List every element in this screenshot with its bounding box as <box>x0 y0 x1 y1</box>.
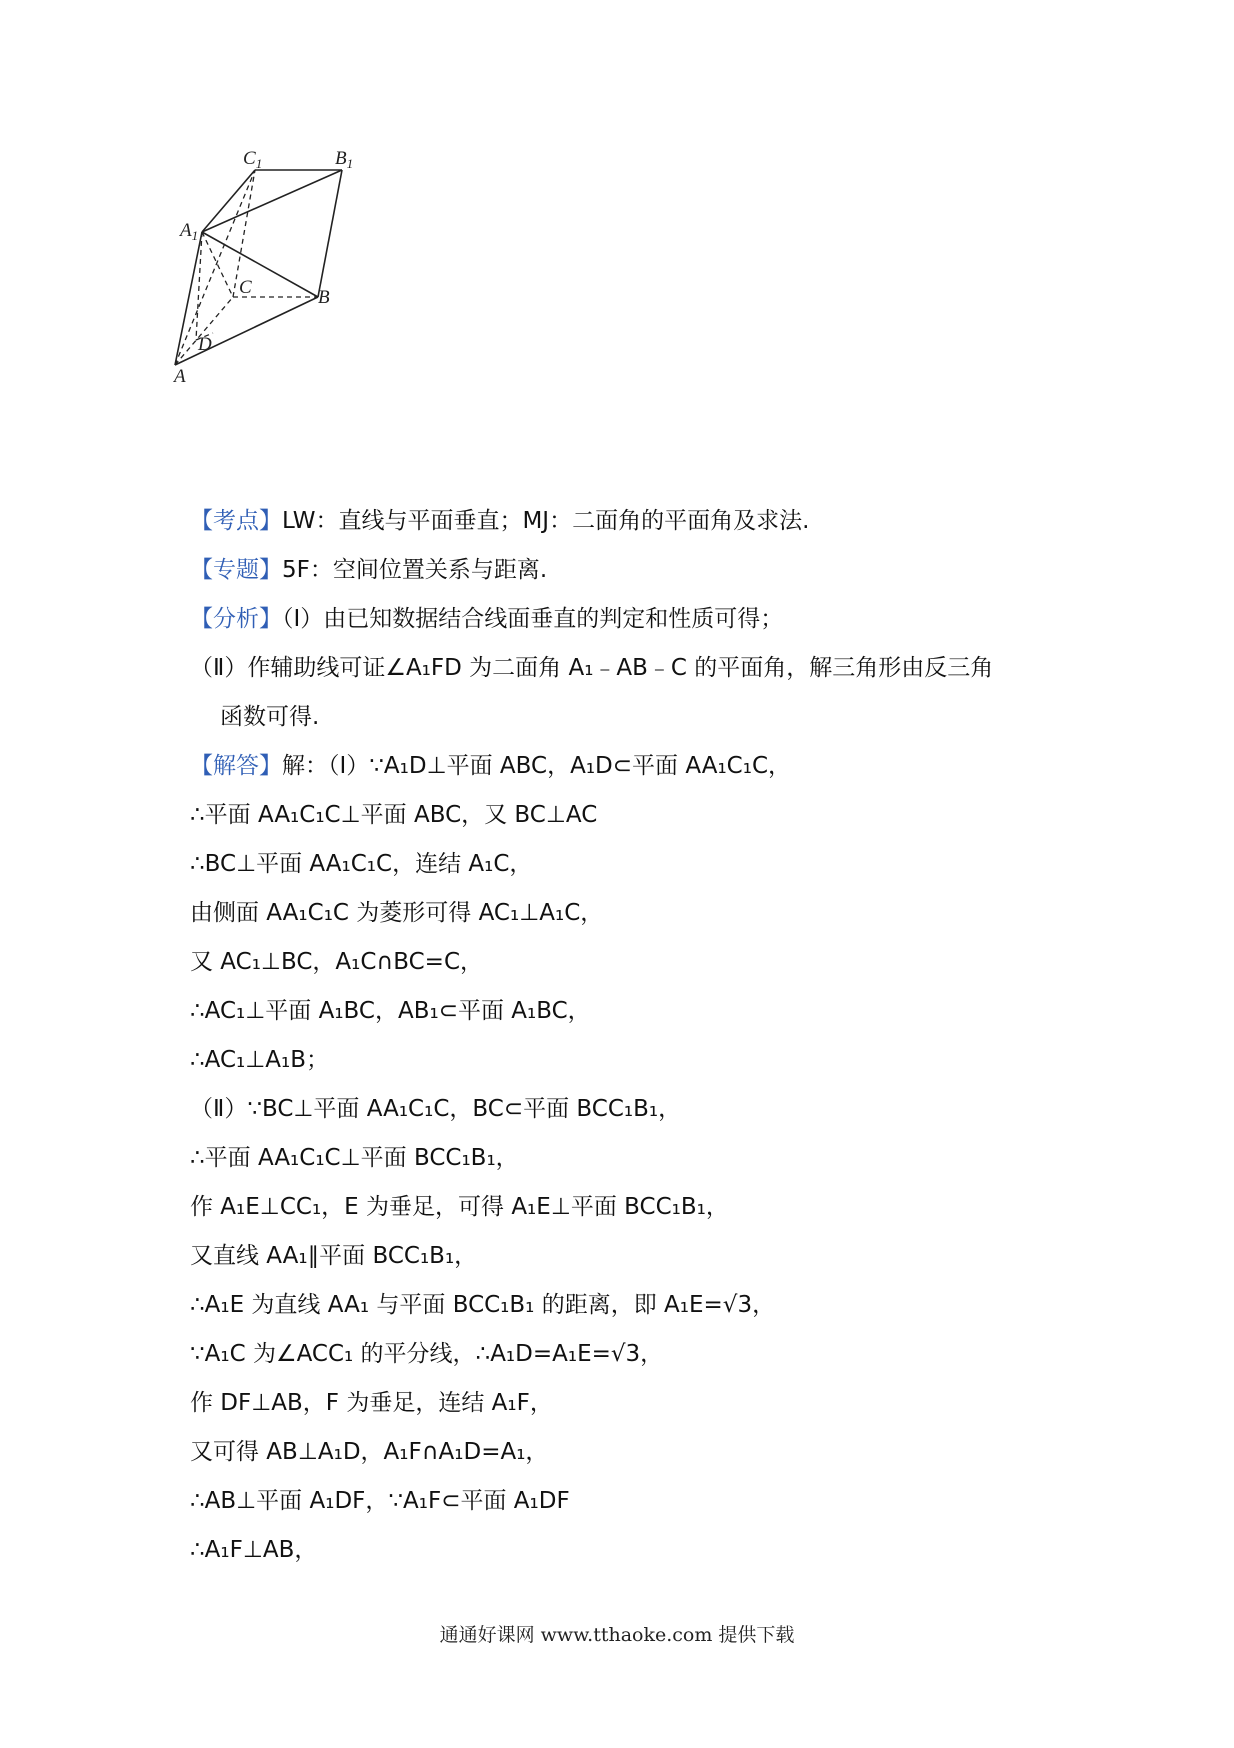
zhuanti-tag: 【专题】 <box>190 557 282 583</box>
fenxi-text-1: （Ⅰ）由已知数据结合线面垂直的判定和性质可得； <box>282 606 784 632</box>
jieda-tag: 【解答】 <box>190 753 282 779</box>
solution-line: 作 A₁E⊥CC₁，E 为垂足，可得 A₁E⊥平面 BCC₁B₁， <box>190 1194 729 1220</box>
solution-line: ∴A₁E 为直线 AA₁ 与平面 BCC₁B₁ 的距离，即 A₁E=√3， <box>190 1292 776 1318</box>
solution-line: 由侧面 AA₁C₁C 为菱形可得 AC₁⊥A₁C， <box>190 900 604 926</box>
kaodian-line <box>190 497 1090 546</box>
fenxi-line <box>190 595 1090 644</box>
fenxi-line-3: 函数可得. <box>220 704 320 730</box>
solution-line: （Ⅱ）∵BC⊥平面 AA₁C₁C，BC⊂平面 BCC₁B₁， <box>190 1096 682 1122</box>
solution-line: 又直线 AA₁∥平面 BCC₁B₁， <box>190 1243 478 1269</box>
label-c1: $C_1$ <box>243 148 263 171</box>
page-footer: 通通好课网 www.tthaoke.com 提供下载 <box>439 1624 795 1646</box>
zhuanti-text: 5F：空间位置关系与距离. <box>282 557 548 583</box>
solution-line: ∴平面 AA₁C₁C⊥平面 BCC₁B₁， <box>190 1145 519 1171</box>
edge-a1-b <box>202 232 318 297</box>
solution-line: ∴AC₁⊥平面 A₁BC，AB₁⊂平面 A₁BC， <box>190 998 591 1024</box>
label-a: A <box>174 366 186 387</box>
solution-line: 又可得 AB⊥A₁D，A₁F∩A₁D=A₁， <box>190 1439 549 1465</box>
solution-content <box>190 497 1090 1575</box>
label-d: D <box>198 334 212 355</box>
edge-b1-b <box>318 170 342 297</box>
prism-figure <box>174 145 420 435</box>
edge-a1-c1 <box>202 170 255 232</box>
solution-line: ∴AC₁⊥A₁B； <box>190 1047 330 1073</box>
edge-a-c1 <box>175 170 255 365</box>
solution-line: 解：（Ⅰ）∵A₁D⊥平面 ABC，A₁D⊂平面 AA₁C₁C， <box>282 753 792 779</box>
solution-line: ∴平面 AA₁C₁C⊥平面 ABC，又 BC⊥AC <box>190 802 598 828</box>
prism-diagram <box>174 145 420 435</box>
label-c: C <box>239 277 252 298</box>
label-b: B <box>318 287 330 308</box>
fenxi-line-2: （Ⅱ）作辅助线可证∠A₁FD 为二面角 A₁﹣AB﹣C 的平面角，解三角形由反三角 <box>190 655 994 681</box>
solution-line: ∴A₁F⊥AB， <box>190 1537 318 1563</box>
kaodian-tag: 【考点】 <box>190 508 282 534</box>
zhuanti-line <box>190 546 1090 595</box>
solution-line: ∴BC⊥平面 AA₁C₁C，连结 A₁C， <box>190 851 533 877</box>
fenxi-tag: 【分析】 <box>190 606 282 632</box>
solution-line: 作 DF⊥AB，F 为垂足，连结 A₁F， <box>190 1390 553 1416</box>
solution-line: ∵A₁C 为∠ACC₁ 的平分线，∴A₁D=A₁E=√3， <box>190 1341 664 1367</box>
label-b1: $B_1$ <box>335 148 354 171</box>
kaodian-text: LW：直线与平面垂直；MJ：二面角的平面角及求法. <box>282 508 810 534</box>
solution-line: 又 AC₁⊥BC，A₁C∩BC=C， <box>190 949 484 975</box>
label-a1: $A_1$ <box>180 220 199 243</box>
solution-line: ∴AB⊥平面 A₁DF，∵A₁F⊂平面 A₁DF <box>190 1488 570 1514</box>
edge-a1-b1 <box>202 170 342 232</box>
jieda-line <box>190 742 1090 791</box>
